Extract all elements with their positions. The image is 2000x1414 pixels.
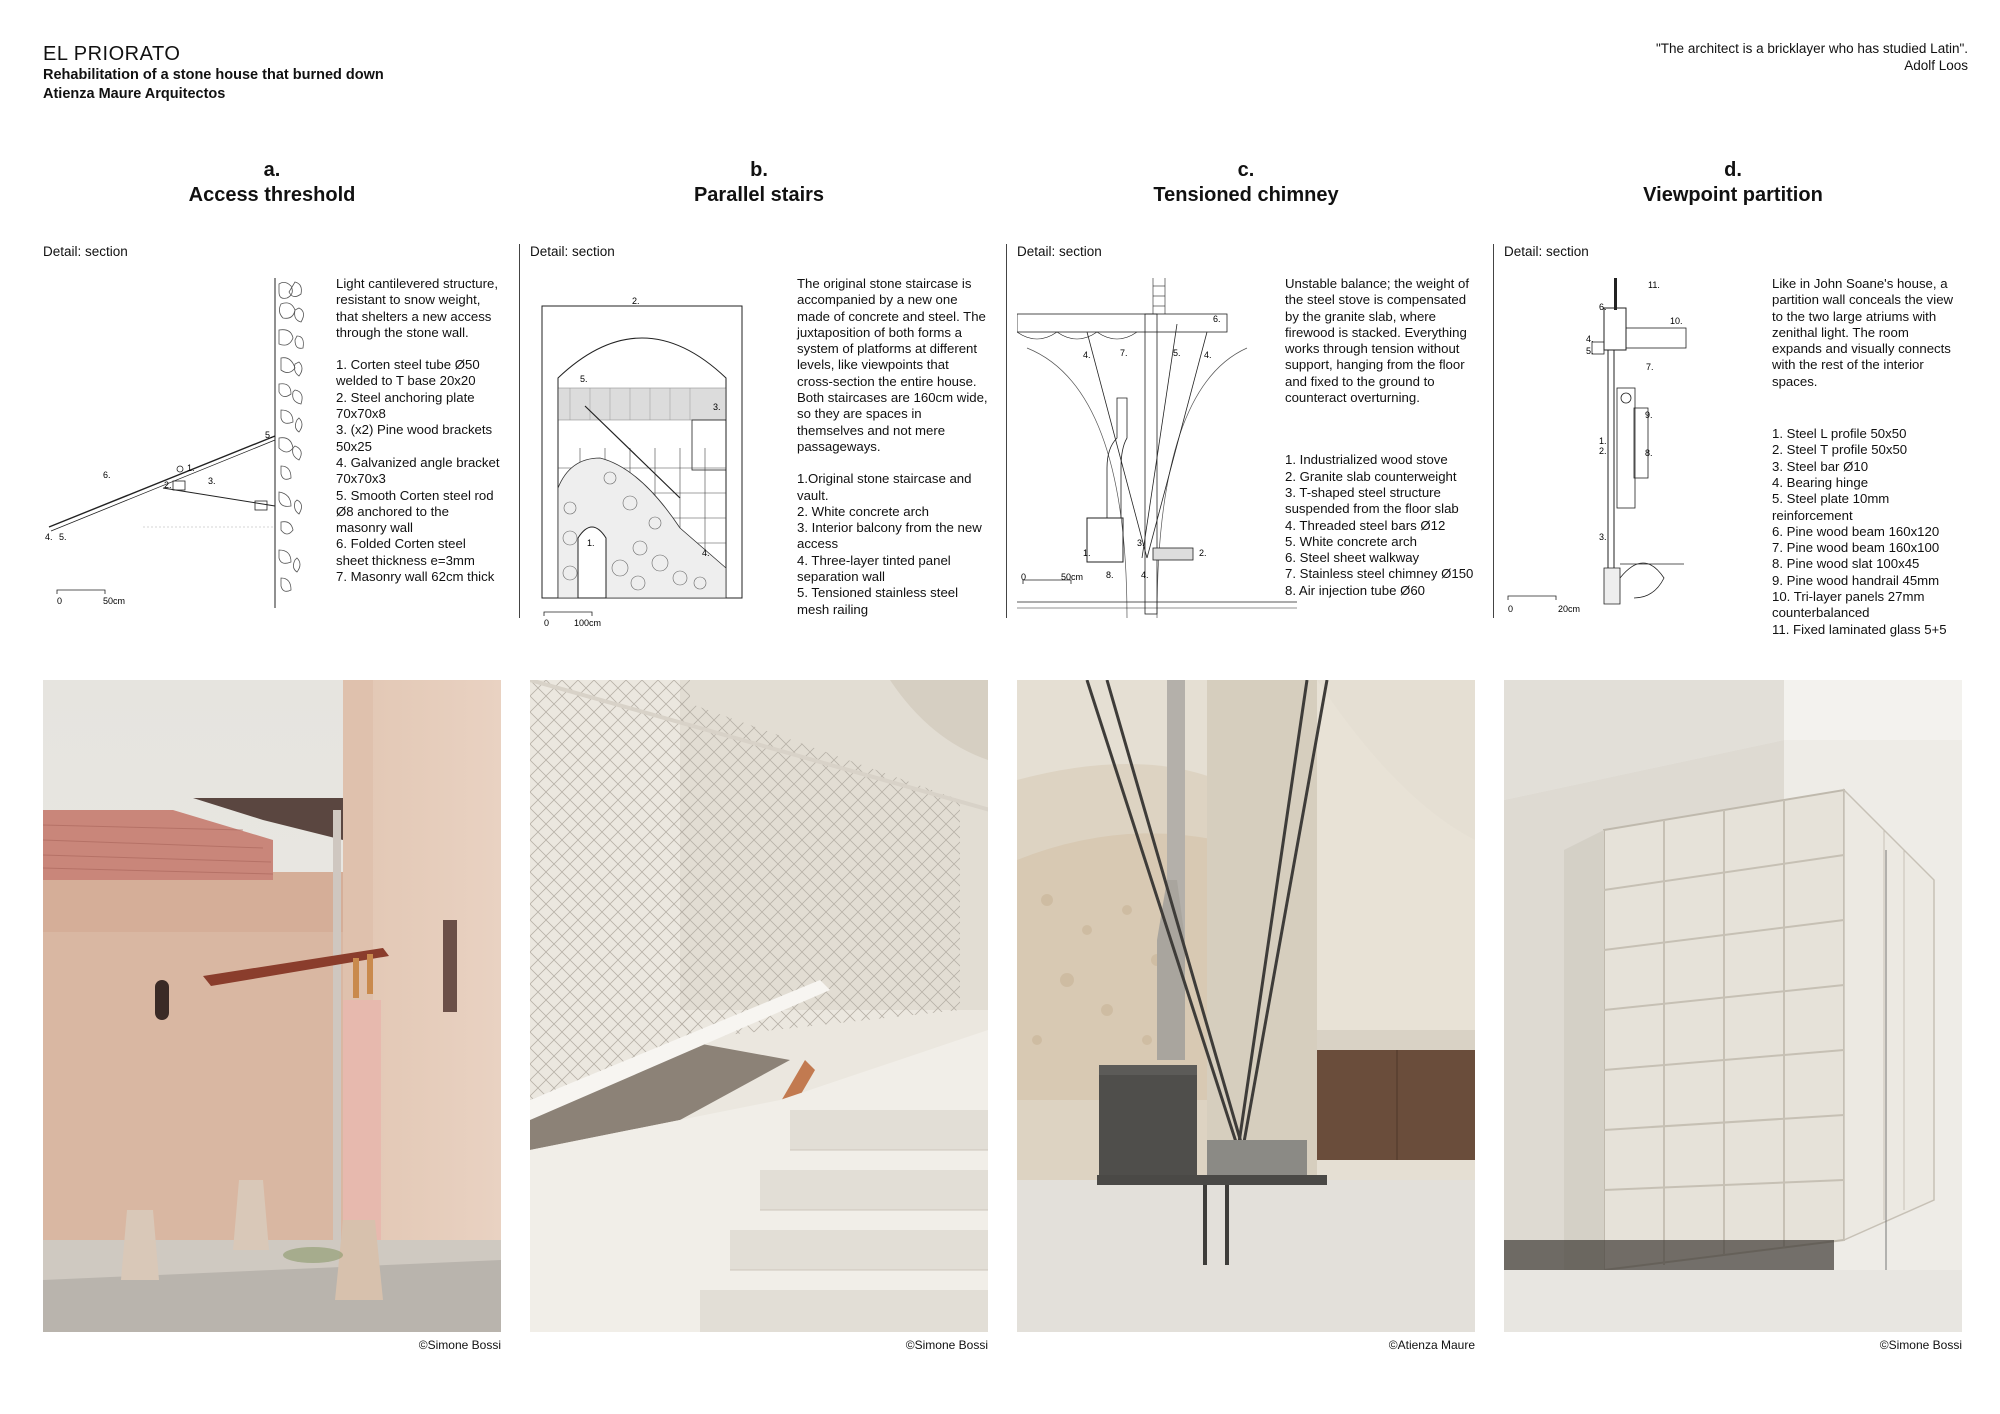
svg-text:3.: 3. <box>1599 532 1607 542</box>
svg-text:2.: 2. <box>164 480 172 490</box>
svg-text:4.: 4. <box>1586 334 1594 344</box>
list-item: 2. White concrete arch <box>797 503 929 519</box>
column-title: Parallel stairs <box>693 184 825 206</box>
detail-label: Detail: section <box>1017 244 1102 259</box>
list-item: 4. Bearing hinge <box>1772 474 1869 490</box>
list-item: 3. T-shaped steel structure suspended from the floor slab <box>1285 484 1459 517</box>
list-item: 6. Steel sheet walkway <box>1285 550 1420 566</box>
svg-text:8.: 8. <box>1645 448 1653 458</box>
description-block <box>1285 276 1475 599</box>
list-item: 4. Galvanized angle bracket 70x70x3 <box>336 454 500 487</box>
svg-text:2.: 2. <box>632 296 640 306</box>
column-title: Viewpoint partition <box>1643 184 1823 206</box>
column-access-threshold <box>43 158 501 1368</box>
list-item: 7. Masonry wall 62cm thick <box>336 569 495 585</box>
scale-label: 20cm <box>1558 604 1581 614</box>
list-item: 6. Pine wood beam 160x120 <box>1772 523 1940 539</box>
svg-text:3.: 3. <box>713 402 721 412</box>
detail-label: Detail: section <box>1504 244 1589 259</box>
svg-text:4.: 4. <box>45 532 53 542</box>
svg-text:4.: 4. <box>702 548 710 558</box>
svg-text:3.: 3. <box>208 476 216 486</box>
svg-text:1.: 1. <box>1083 548 1091 558</box>
detail-label: Detail: section <box>43 244 128 259</box>
photo-credit: ©Atienza Maure <box>1388 1338 1475 1352</box>
list-item: 5. Steel plate 10mm reinforcement <box>1772 491 1890 523</box>
project-title: EL PRIORATO <box>43 43 181 65</box>
svg-text:2.: 2. <box>1599 446 1607 456</box>
description-text: Unstable balance; the weight of the steel stove is compensated by the granite slab, where firewood is stacked. Everything works through tension without support, hanging from the floor and fixed to the ground to counteract overturning. <box>1285 276 1470 406</box>
svg-text:8.: 8. <box>1106 570 1114 580</box>
list-item: 9. Pine wood handrail 45mm <box>1772 572 1940 588</box>
column-letter: d. <box>1724 159 1742 181</box>
scale-label: 50cm <box>103 596 126 606</box>
svg-text:7.: 7. <box>1120 348 1128 358</box>
list-item: 6. Folded Corten steel sheet thickness e=3mm <box>336 536 475 568</box>
svg-text:10.: 10. <box>1670 316 1683 326</box>
list-item: 7. Pine wood beam 160x100 <box>1772 540 1940 556</box>
list-item: 1. Corten steel tube Ø50 welded to T base 20x20 <box>336 357 480 389</box>
quote-block <box>1656 40 1968 74</box>
svg-text:9.: 9. <box>1645 410 1653 420</box>
list-item: 1. Steel L profile 50x50 <box>1772 426 1907 442</box>
svg-text:4.: 4. <box>1204 350 1212 360</box>
column-letter: c. <box>1237 159 1255 181</box>
column-viewpoint-partition <box>1504 158 1962 1368</box>
scale-label: 50cm <box>1061 572 1084 582</box>
description-text: Light cantilevered structure, resistant to snow weight, that shelters a new access through the stone wall. <box>336 276 498 340</box>
project-header <box>43 42 384 104</box>
scale-zero: 0 <box>544 618 550 628</box>
scale-label: 100cm <box>574 618 602 628</box>
svg-text:1.: 1. <box>587 538 595 548</box>
svg-text:5.: 5. <box>265 430 273 440</box>
photo-facade-canopy <box>43 680 501 1332</box>
svg-text:6.: 6. <box>1213 314 1221 324</box>
photo-stairs-mesh <box>530 680 988 1332</box>
list-item: 5. White concrete arch <box>1285 533 1417 549</box>
description-block <box>336 276 501 585</box>
list-item: 1. Industrialized wood stove <box>1285 452 1448 468</box>
svg-text:11.: 11. <box>1648 280 1660 290</box>
list-item: 3. Interior balcony from the new access <box>797 520 982 552</box>
column-tensioned-chimney <box>1017 158 1475 1368</box>
list-item: 3. (x2) Pine wood brackets 50x25 <box>336 422 493 454</box>
column-divider <box>1006 244 1007 618</box>
list-item: 2. Steel anchoring plate 70x70x8 <box>336 389 475 422</box>
list-item: 5. Tensioned stainless steel mesh railing <box>797 585 959 617</box>
list-item: 2. Steel T profile 50x50 <box>1772 442 1908 458</box>
quote-text: "The architect is a bricklayer who has studied Latin". <box>1656 41 1968 56</box>
svg-text:5.: 5. <box>1586 346 1594 356</box>
column-letter: a. <box>263 159 281 181</box>
svg-text:6.: 6. <box>1599 302 1607 312</box>
list-item: 5. Smooth Corten steel rod Ø8 anchored to the masonry wall <box>336 487 494 536</box>
list-item: 4. Threaded steel bars Ø12 <box>1285 517 1446 533</box>
photo-credit: ©Simone Bossi <box>1879 1338 1962 1352</box>
column-title: Tensioned chimney <box>1153 184 1339 206</box>
svg-text:7.: 7. <box>1646 362 1654 372</box>
svg-text:5.: 5. <box>580 374 588 384</box>
description-block <box>797 276 988 618</box>
list-item: 11. Fixed laminated glass 5+5 <box>1772 621 1947 637</box>
description-text: Like in John Soane's house, a partition wall conceals the view to the two large atriums with zenithal light. The room expands and visually connects with the rest of the interior spaces. <box>1772 276 1954 389</box>
column-divider <box>1493 244 1494 618</box>
architect-name: Atienza Maure Arquitectos <box>43 86 226 102</box>
list-item: 4. Three-layer tinted panel separation wall <box>797 552 951 585</box>
list-item: 8. Air injection tube Ø60 <box>1285 582 1426 598</box>
column-parallel-stairs <box>530 158 988 1368</box>
list-item: 10. Tri-layer panels 27mm counterbalanced <box>1772 589 1925 621</box>
svg-text:1.: 1. <box>1599 436 1607 446</box>
list-item: 7. Stainless steel chimney Ø150 <box>1285 566 1474 582</box>
photo-partition-panels <box>1504 680 1962 1332</box>
list-item: 2. Granite slab counterweight <box>1285 468 1457 484</box>
photo-stove-interior <box>1017 680 1475 1332</box>
list-item: 8. Pine wood slat 100x45 <box>1772 556 1920 572</box>
quote-author: Adolf Loos <box>1904 58 1968 73</box>
svg-text:5.: 5. <box>1173 348 1181 358</box>
svg-text:1.: 1. <box>187 463 195 473</box>
column-letter: b. <box>750 159 768 181</box>
photo-credit: ©Simone Bossi <box>418 1338 501 1352</box>
scale-zero: 0 <box>57 596 63 606</box>
description-block <box>1772 276 1962 638</box>
svg-text:4.: 4. <box>1083 350 1091 360</box>
svg-text:6.: 6. <box>103 470 111 480</box>
scale-zero: 0 <box>1508 604 1514 614</box>
project-subtitle: Rehabilitation of a stone house that burned down <box>43 67 384 83</box>
photo-credit: ©Simone Bossi <box>905 1338 988 1352</box>
column-title: Access threshold <box>188 184 356 206</box>
svg-text:3.: 3. <box>1137 538 1145 548</box>
description-text: The original stone staircase is accompanied by a new one made of concrete and steel. The juxtaposition of both forms a system of platforms at different levels, like viewpoints that cross-section the entire house. Both staircases are 160cm wide, so they are spaces in themselves and not mere passageways. <box>797 276 988 454</box>
svg-text:2.: 2. <box>1199 548 1207 558</box>
svg-text:4.: 4. <box>1141 570 1149 580</box>
list-item: 3. Steel bar Ø10 <box>1772 458 1869 474</box>
column-divider <box>519 244 520 618</box>
list-item: 1.Original stone staircase and vault. <box>797 471 972 503</box>
svg-text:5.: 5. <box>59 532 67 542</box>
scale-zero: 0 <box>1021 572 1027 582</box>
detail-label: Detail: section <box>530 244 615 259</box>
